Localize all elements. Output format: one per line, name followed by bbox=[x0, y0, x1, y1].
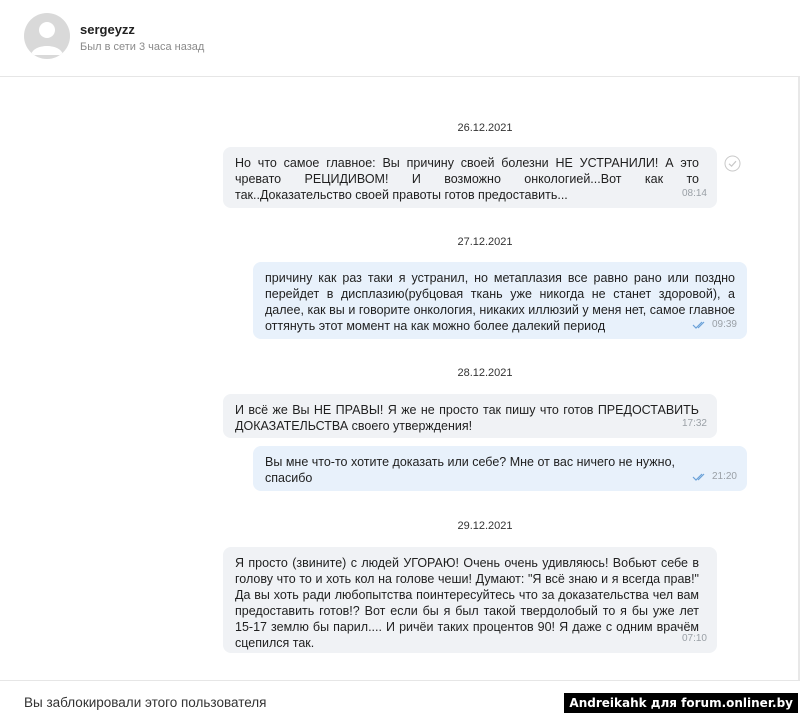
date-separator: 27.12.2021 bbox=[457, 236, 513, 248]
incoming-message[interactable] bbox=[223, 547, 717, 653]
message-time: 07:10 bbox=[681, 633, 707, 644]
blocked-notice: Вы заблокировали этого пользователя bbox=[24, 695, 267, 710]
message-meta bbox=[682, 186, 707, 202]
message-meta bbox=[682, 416, 707, 432]
message-time: 21:20 bbox=[711, 471, 737, 482]
incoming-message[interactable] bbox=[223, 147, 717, 208]
message-text: причину как раз таки я устранил, но метаплазия все равно рано или поздно перейдет в дисплазию(рубцовая ткань уже никогда не станет здоровой), а далее, как вы и говорите онкология, никаких иллюзий у меня нет, самое главное оттянуть этот момент на как можно более далекий период bbox=[265, 271, 735, 333]
message-meta bbox=[692, 469, 737, 485]
date-separator: 29.12.2021 bbox=[457, 520, 513, 532]
outgoing-message[interactable] bbox=[253, 446, 747, 491]
message-text: Но что самое главное: Вы причину своей болезни НЕ УСТРАНИЛИ! А это чревато РЕЦИДИВОМ! И возможно онкологией...Вот как то так..Доказательство своей правоты готов предоставить... bbox=[235, 156, 699, 202]
pending-check-icon bbox=[724, 155, 741, 172]
read-ticks-icon bbox=[692, 320, 708, 330]
message-time: 08:14 bbox=[681, 188, 707, 199]
message-time: 09:39 bbox=[711, 319, 737, 330]
outgoing-message[interactable] bbox=[253, 262, 747, 339]
message-text: Я просто (звините) с людей УГОРАЮ! Очень очень удивляюсь! Вобьют себе в голову что то и хоть кол на голове чеши! Думают: "Я всё знаю и я всегда прав!" Да вы хоть ради любопытства поинтересуйтесь что за доказательства чел вам предоставить готов!? Вот если бы я был такой твердолобый то я бы уже лет 15-17 землю бы парил.... И ричёи таких процентов 90! Я даже с одним врачём сцепился так. bbox=[235, 556, 699, 650]
user-avatar-icon[interactable] bbox=[24, 13, 70, 59]
message-meta bbox=[682, 631, 707, 647]
read-ticks-icon bbox=[692, 472, 708, 482]
incoming-message[interactable] bbox=[223, 394, 717, 438]
message-time: 17:32 bbox=[681, 418, 707, 429]
watermark: Andreikahk для forum.onliner.by bbox=[564, 693, 798, 713]
date-separator: 26.12.2021 bbox=[457, 122, 513, 134]
last-seen-status: Был в сети 3 часа назад bbox=[80, 41, 205, 53]
message-text: И всё же Вы НЕ ПРАВЫ! Я же не просто так пишу что готов ПРЕДОСТАВИТЬ ДОКАЗАТЕЛЬСТВА своего утверждения! bbox=[235, 403, 699, 433]
message-meta bbox=[692, 317, 737, 333]
date-separator: 28.12.2021 bbox=[457, 367, 513, 379]
message-text: Вы мне что-то хотите доказать или себе? Мне от вас ничего не нужно, спасибо bbox=[265, 455, 675, 485]
chat-username[interactable]: sergeyzz bbox=[80, 22, 135, 37]
chat-header bbox=[0, 0, 800, 77]
chat-footer bbox=[0, 680, 800, 723]
